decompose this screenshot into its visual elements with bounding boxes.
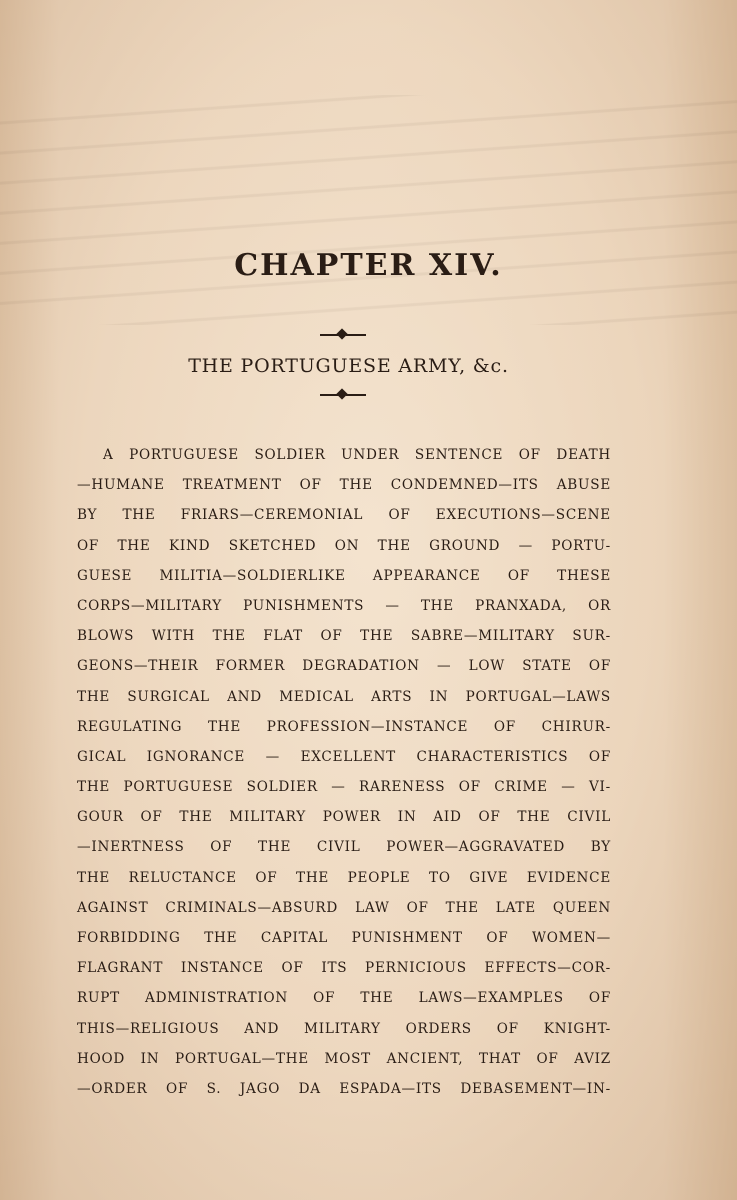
- synopsis-line: GUESE MILITIA—SOLDIERLIKE APPEARANCE OF THESE: [77, 567, 611, 584]
- synopsis-line: A PORTUGUESE SOLDIER UNDER SENTENCE OF DEATH: [103, 447, 611, 463]
- synopsis-line: AGAINST CRIMINALS—ABSURD LAW OF THE LATE QUEEN: [77, 899, 611, 916]
- synopsis-line: FORBIDDING THE CAPITAL PUNISHMENT OF WOMEN—: [77, 930, 611, 946]
- bleed-through-text: [0, 95, 737, 325]
- chapter-subtitle: THE PORTUGUESE ARMY, &c.: [188, 355, 509, 377]
- synopsis-line: CORPS—MILITARY PUNISHMENTS — THE PRANXADA, OR: [77, 597, 611, 614]
- synopsis-line: —ORDER OF S. JAGO DA ESPADA—ITS DEBASEMENT—IN-: [77, 1080, 611, 1097]
- synopsis-line: RUPT ADMINISTRATION OF THE LAWS—EXAMPLES OF: [77, 990, 611, 1007]
- synopsis-line: THE PORTUGUESE SOLDIER — RARENESS OF CRIME — VI-: [77, 779, 611, 796]
- synopsis-line: THIS—RELIGIOUS AND MILITARY ORDERS OF KNIGHT-: [77, 1020, 611, 1037]
- synopsis-line: —HUMANE TREATMENT OF THE CONDEMNED—ITS ABUSE: [77, 477, 611, 494]
- synopsis-line: HOOD IN PORTUGAL—THE MOST ANCIENT, THAT OF AVIZ: [77, 1050, 611, 1067]
- synopsis-line: —INERTNESS OF THE CIVIL POWER—AGGRAVATED BY: [77, 839, 611, 856]
- synopsis-line: OF THE KIND SKETCHED ON THE GROUND — PORTU-: [77, 537, 611, 554]
- synopsis-line: FLAGRANT INSTANCE OF ITS PERNICIOUS EFFECTS—COR-: [77, 960, 611, 977]
- synopsis-line: GOUR OF THE MILITARY POWER IN AID OF THE CIVIL: [77, 809, 611, 826]
- synopsis-line: THE SURGICAL AND MEDICAL ARTS IN PORTUGAL—LAWS: [77, 688, 611, 705]
- ornament-rule-bottom: [320, 390, 366, 400]
- ornament-line-right: [346, 334, 366, 336]
- chapter-synopsis: [77, 440, 611, 1104]
- synopsis-line: REGULATING THE PROFESSION—INSTANCE OF CHIRUR-: [77, 718, 611, 735]
- synopsis-line: BY THE FRIARS—CEREMONIAL OF EXECUTIONS—SCENE: [77, 507, 611, 524]
- ornament-line-right: [346, 394, 366, 396]
- synopsis-line: THE RELUCTANCE OF THE PEOPLE TO GIVE EVIDENCE: [77, 869, 611, 886]
- synopsis-line: BLOWS WITH THE FLAT OF THE SABRE—MILITARY SUR-: [77, 628, 611, 645]
- synopsis-line: GICAL IGNORANCE — EXCELLENT CHARACTERISTICS OF: [77, 748, 611, 765]
- synopsis-line: GEONS—THEIR FORMER DEGRADATION — LOW STATE OF: [77, 658, 611, 675]
- chapter-title: CHAPTER XIV.: [234, 248, 503, 283]
- ornament-rule-top: [320, 330, 366, 340]
